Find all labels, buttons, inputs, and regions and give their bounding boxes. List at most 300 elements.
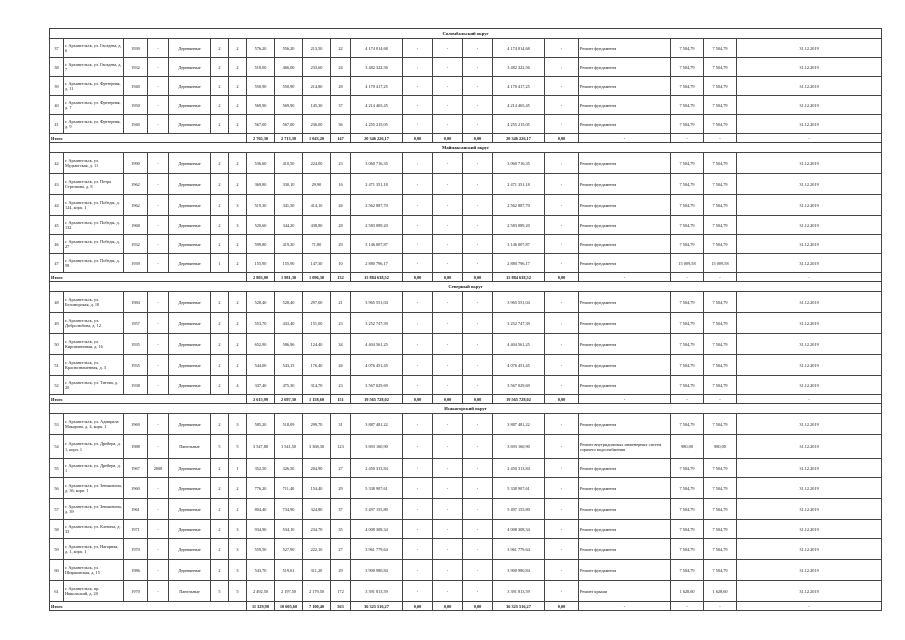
total-cost-cell: 2 583 089,20 <box>351 216 403 235</box>
nonliving-area-cell: 233,60 <box>303 58 331 77</box>
build-year-cell: 1961 <box>124 499 148 520</box>
unit-price-cell: 7 504,79 <box>671 414 704 435</box>
work-type-cell: Ремонт фундамента <box>579 292 671 313</box>
total-cost-cell: 5 497 155,80 <box>351 499 403 520</box>
fund-cost-cell: - <box>403 216 433 235</box>
wall-material-cell: Деревянные <box>169 355 211 376</box>
nonliving-area-cell: 438,80 <box>303 216 331 235</box>
deadline-cell: 31.12.2019 <box>737 292 882 313</box>
regional-cost-cell: - <box>433 376 463 395</box>
work-type-cell: Ремонт фундамента <box>579 96 671 115</box>
municipal-cost-cell: - <box>463 254 493 273</box>
wall-material-cell: Деревянные <box>169 235 211 254</box>
table-row <box>50 435 882 459</box>
wall-material-cell: Деревянные <box>169 254 211 273</box>
total-label: Итого <box>50 273 247 282</box>
residents-cell: 35 <box>331 520 351 539</box>
max-price-cell: 7 504,79 <box>704 334 737 355</box>
unit-price-cell: 980,00 <box>671 435 704 459</box>
wall-material-cell: Деревянные <box>169 96 211 115</box>
fund-cost-cell: - <box>403 235 433 254</box>
living-area-cell: 155,90 <box>275 254 303 273</box>
other-cost-cell: - <box>545 499 579 520</box>
wall-material-cell: Панельные <box>169 581 211 602</box>
wall-material-cell: Деревянные <box>169 39 211 58</box>
build-year-cell: 1962 <box>124 195 148 216</box>
row-number: 47 <box>50 254 64 273</box>
residents-cell: 29 <box>331 478 351 499</box>
unit-price-cell: 7 504,79 <box>671 115 704 134</box>
wall-material-cell: Деревянные <box>169 560 211 581</box>
municipal-cost-cell: - <box>463 376 493 395</box>
residents-cell: 29 <box>331 560 351 581</box>
build-year-cell: 1940 <box>124 115 148 134</box>
fund-cost-cell: - <box>403 560 433 581</box>
total-area-cell: 2 492,50 <box>247 581 275 602</box>
total-c2-cell: 0,00 <box>403 134 433 143</box>
municipal-cost-cell: - <box>463 39 493 58</box>
total-cost-cell: 4 170 417,25 <box>351 77 403 96</box>
unit-price-cell: 7 504,79 <box>671 195 704 216</box>
entrances-cell: 2 <box>229 58 247 77</box>
total-a2-cell: 2 713,30 <box>275 134 303 143</box>
regional-cost-cell: - <box>433 414 463 435</box>
living-area-cell: 2 197,50 <box>275 581 303 602</box>
entrances-cell: 3 <box>229 414 247 435</box>
owners-cost-cell: 4 214 465,45 <box>493 96 545 115</box>
municipal-cost-cell: - <box>463 58 493 77</box>
floors-cell: 2 <box>211 195 229 216</box>
total-a2-cell: 1 981,30 <box>275 273 303 282</box>
reconstruction-year-cell: - <box>148 478 169 499</box>
address-cell: г. Архангельск, ул. Нагорная, д. 1, корп. 1 <box>64 539 124 560</box>
total-c1-cell: 19 565 728,02 <box>351 395 403 404</box>
total-cost-cell: 3 391 813,59 <box>351 581 403 602</box>
table-row <box>50 39 882 58</box>
other-cost-cell: - <box>545 459 579 478</box>
work-type-cell: Ремонт фундамента <box>579 334 671 355</box>
nonliving-area-cell: 414,10 <box>303 195 331 216</box>
municipal-cost-cell: - <box>463 195 493 216</box>
fund-cost-cell: - <box>403 115 433 134</box>
address-cell: г. Архангельск, ул. Фрезерная, д. 7 <box>64 96 124 115</box>
unit-price-cell: 7 504,79 <box>671 313 704 334</box>
regional-cost-cell: - <box>433 355 463 376</box>
total-c6-cell: 0,00 <box>545 602 579 611</box>
municipal-cost-cell: - <box>463 581 493 602</box>
max-price-cell: 7 504,79 <box>704 459 737 478</box>
district-total-row <box>50 395 882 404</box>
total-c5-cell: 36 325 516,27 <box>493 602 545 611</box>
row-number: 43 <box>50 174 64 195</box>
living-area-cell: 1 541,50 <box>275 435 303 459</box>
nonliving-area-cell: 124,40 <box>303 334 331 355</box>
entrances-cell: 2 <box>229 292 247 313</box>
entrances-cell: 3 <box>229 539 247 560</box>
total-c5-cell: 15 884 638,52 <box>493 273 545 282</box>
municipal-cost-cell: - <box>463 499 493 520</box>
floors-cell: 2 <box>211 216 229 235</box>
table-row <box>50 292 882 313</box>
wall-material-cell: Деревянные <box>169 376 211 395</box>
total-c4-cell: 0,00 <box>463 273 493 282</box>
total-a1-cell: 11 329,90 <box>247 602 275 611</box>
floors-cell: 2 <box>211 153 229 174</box>
living-area-cell: 330,10 <box>275 174 303 195</box>
other-cost-cell: - <box>545 254 579 273</box>
total-cost-cell: 3 252 747,39 <box>351 313 403 334</box>
total-a1-cell: 2 803,00 <box>247 273 275 282</box>
regional-cost-cell: - <box>433 77 463 96</box>
total-a2-cell: 10 605,60 <box>275 602 303 611</box>
total-c4-cell: 0,00 <box>463 602 493 611</box>
unit-price-cell: 7 504,79 <box>671 478 704 499</box>
owners-cost-cell: 2 450 313,84 <box>493 459 545 478</box>
entrances-cell: 1 <box>229 459 247 478</box>
row-number: 54 <box>50 435 64 459</box>
total-empty-cell: - <box>579 273 671 282</box>
nonliving-area-cell: 299,70 <box>303 414 331 435</box>
entrances-cell: 2 <box>229 39 247 58</box>
floors-cell: 2 <box>211 77 229 96</box>
reconstruction-year-cell: - <box>148 560 169 581</box>
entrances-cell: 2 <box>229 174 247 195</box>
wall-material-cell: Деревянные <box>169 77 211 96</box>
table-row <box>50 58 882 77</box>
total-area-cell: 804,40 <box>247 499 275 520</box>
other-cost-cell: - <box>545 292 579 313</box>
max-price-cell: 1 628,60 <box>704 581 737 602</box>
floors-cell: 2 <box>211 115 229 134</box>
row-number: 40 <box>50 96 64 115</box>
max-price-cell: 7 504,79 <box>704 499 737 520</box>
living-area-cell: 586,96 <box>275 334 303 355</box>
build-year-cell: 1970 <box>124 539 148 560</box>
other-cost-cell: - <box>545 115 579 134</box>
other-cost-cell: - <box>545 39 579 58</box>
owners-cost-cell: 3 887 481,22 <box>493 414 545 435</box>
wall-material-cell: Деревянные <box>169 115 211 134</box>
living-area-cell: 419,20 <box>275 235 303 254</box>
fund-cost-cell: - <box>403 581 433 602</box>
total-empty-cell: - <box>671 602 704 611</box>
total-empty-cell: - <box>737 134 882 143</box>
wall-material-cell: Деревянные <box>169 478 211 499</box>
other-cost-cell: - <box>545 581 579 602</box>
total-c1-cell: 36 325 516,27 <box>351 602 403 611</box>
total-area-cell: 352,50 <box>247 459 275 478</box>
work-type-cell: Ремонт фундамента <box>579 39 671 58</box>
district-header-row <box>50 282 882 292</box>
owners-cost-cell: 3 146 007,87 <box>493 235 545 254</box>
address-cell: г. Архангельск, ул. Фрезерная, д. 9 <box>64 115 124 134</box>
floors-cell: 2 <box>211 96 229 115</box>
municipal-cost-cell: - <box>463 334 493 355</box>
living-area-cell: 518,09 <box>275 414 303 435</box>
unit-price-cell: 15 009,58 <box>671 254 704 273</box>
residents-cell: 21 <box>331 292 351 313</box>
deadline-cell: 31.12.2019 <box>737 499 882 520</box>
address-cell: г. Архангельск, ул. Ширшовская, д. 15 <box>64 560 124 581</box>
max-price-cell: 7 504,79 <box>704 560 737 581</box>
address-cell: г. Архангельск, ул. Победы, д. 27 <box>64 235 124 254</box>
owners-cost-cell: 3 961 779,64 <box>493 539 545 560</box>
fund-cost-cell: - <box>403 174 433 195</box>
row-number: 50 <box>50 334 64 355</box>
regional-cost-cell: - <box>433 39 463 58</box>
work-type-cell: Ремонт фундамента <box>579 313 671 334</box>
fund-cost-cell: - <box>403 153 433 174</box>
municipal-cost-cell: - <box>463 292 493 313</box>
total-area-cell: 567,00 <box>247 115 275 134</box>
living-area-cell: 326,50 <box>275 459 303 478</box>
nonliving-area-cell: 151,00 <box>303 313 331 334</box>
floors-cell: 2 <box>211 355 229 376</box>
residents-cell: 31 <box>331 414 351 435</box>
regional-cost-cell: - <box>433 58 463 77</box>
nonliving-area-cell: 204,90 <box>303 459 331 478</box>
living-area-cell: 711,40 <box>275 478 303 499</box>
build-year-cell: 1967 <box>124 459 148 478</box>
total-res-cell: 147 <box>331 134 351 143</box>
build-year-cell: 1984 <box>124 292 148 313</box>
total-cost-cell: 3 693 160,90 <box>351 435 403 459</box>
table-row <box>50 478 882 499</box>
fund-cost-cell: - <box>403 292 433 313</box>
reconstruction-year-cell: - <box>148 235 169 254</box>
total-cost-cell: 3 961 779,64 <box>351 539 403 560</box>
fund-cost-cell: - <box>403 195 433 216</box>
floors-cell: 2 <box>211 376 229 395</box>
unit-price-cell: 7 504,79 <box>671 153 704 174</box>
table-row <box>50 235 882 254</box>
total-c1-cell: 20 346 226,17 <box>351 134 403 143</box>
build-year-cell: 1938 <box>124 376 148 395</box>
address-cell: г. Архангельск, ул. Мудьюгская, д. 11 <box>64 153 124 174</box>
deadline-cell: 31.12.2019 <box>737 153 882 174</box>
build-year-cell: 1969 <box>124 414 148 435</box>
regional-cost-cell: - <box>433 499 463 520</box>
regional-cost-cell: - <box>433 539 463 560</box>
nonliving-area-cell: 145,30 <box>303 96 331 115</box>
municipal-cost-cell: - <box>463 435 493 459</box>
work-type-cell: Ремонт фундамента <box>579 115 671 134</box>
row-number: 59 <box>50 539 64 560</box>
address-cell: г. Архангельск, ул. Победы, д. 132 <box>64 216 124 235</box>
municipal-cost-cell: - <box>463 355 493 376</box>
residents-cell: 172 <box>331 581 351 602</box>
work-type-cell: Ремонт фундамента <box>579 235 671 254</box>
total-area-cell: 543,70 <box>247 560 275 581</box>
municipal-cost-cell: - <box>463 313 493 334</box>
table-row <box>50 174 882 195</box>
nonliving-area-cell: 214,80 <box>303 77 331 96</box>
total-empty-cell: - <box>579 395 671 404</box>
residents-cell: 22 <box>331 39 351 58</box>
max-price-cell: 7 504,79 <box>704 115 737 134</box>
work-type-cell: Ремонт фундамента <box>579 459 671 478</box>
total-c3-cell: 0,00 <box>433 134 463 143</box>
reconstruction-year-cell: - <box>148 115 169 134</box>
unit-price-cell: 7 504,79 <box>671 235 704 254</box>
nonliving-area-cell: 213,50 <box>303 39 331 58</box>
deadline-cell: 31.12.2019 <box>737 115 882 134</box>
owners-cost-cell: 2 880 796,17 <box>493 254 545 273</box>
max-price-cell: 7 504,79 <box>704 39 737 58</box>
work-type-cell: Ремонт фундамента <box>579 153 671 174</box>
address-cell: г. Архангельск, ул. Гвоздева, д. 6 <box>64 39 124 58</box>
build-year-cell: 1932 <box>124 235 148 254</box>
build-year-cell: 1939 <box>124 39 148 58</box>
residents-cell: 26 <box>331 355 351 376</box>
total-label: Итого <box>50 602 247 611</box>
entrances-cell: 5 <box>229 581 247 602</box>
address-cell: г. Архангельск, ул. Зеньковича, д. 39 <box>64 499 124 520</box>
address-cell: г. Архангельск, ул. Адмирала Макарова, д. 4, корп. 1 <box>64 414 124 435</box>
total-area-cell: 776,20 <box>247 478 275 499</box>
table-row <box>50 216 882 235</box>
regional-cost-cell: - <box>433 520 463 539</box>
reconstruction-year-cell: 2008 <box>148 459 169 478</box>
regional-cost-cell: - <box>433 560 463 581</box>
unit-price-cell: 7 504,79 <box>671 77 704 96</box>
residents-cell: 37 <box>331 96 351 115</box>
deadline-cell: 31.12.2019 <box>737 174 882 195</box>
total-empty-cell: - <box>704 273 737 282</box>
total-c2-cell: 0,00 <box>403 395 433 404</box>
address-cell: г. Архангельск, ул. Дрейера, д. 1 <box>64 459 124 478</box>
residents-cell: 24 <box>331 58 351 77</box>
living-area-cell: 534,10 <box>275 520 303 539</box>
deadline-cell: 31.12.2019 <box>737 39 882 58</box>
wall-material-cell: Деревянные <box>169 153 211 174</box>
total-empty-cell: - <box>704 134 737 143</box>
regional-cost-cell: - <box>433 254 463 273</box>
wall-material-cell: Деревянные <box>169 334 211 355</box>
municipal-cost-cell: - <box>463 115 493 134</box>
living-area-cell: 556,20 <box>275 39 303 58</box>
table-row <box>50 581 882 602</box>
max-price-cell: 7 504,79 <box>704 174 737 195</box>
entrances-cell: 2 <box>229 313 247 334</box>
district-title: Северный округ <box>50 282 882 292</box>
owners-cost-cell: 3 693 160,90 <box>493 435 545 459</box>
floors-cell: 1 <box>211 254 229 273</box>
district-title: Исакогорский округ <box>50 404 882 414</box>
other-cost-cell: - <box>545 216 579 235</box>
residents-cell: 123 <box>331 435 351 459</box>
work-type-cell: Ремонт фундамента <box>579 376 671 395</box>
table-row <box>50 520 882 539</box>
fund-cost-cell: - <box>403 58 433 77</box>
nonliving-area-cell: 222,10 <box>303 539 331 560</box>
owners-cost-cell: 4 255 215,05 <box>493 115 545 134</box>
fund-cost-cell: - <box>403 520 433 539</box>
total-label: Итого <box>50 395 247 404</box>
municipal-cost-cell: - <box>463 174 493 195</box>
total-empty-cell: - <box>671 134 704 143</box>
regional-cost-cell: - <box>433 313 463 334</box>
wall-material-cell: Деревянные <box>169 459 211 478</box>
entrances-cell: 2 <box>229 153 247 174</box>
fund-cost-cell: - <box>403 313 433 334</box>
work-type-cell: Ремонт крыши <box>579 581 671 602</box>
district-total-row <box>50 602 882 611</box>
municipal-cost-cell: - <box>463 459 493 478</box>
max-price-cell: 7 504,79 <box>704 376 737 395</box>
floors-cell: 2 <box>211 560 229 581</box>
deadline-cell: 31.12.2019 <box>737 77 882 96</box>
owners-cost-cell: 2 562 887,70 <box>493 195 545 216</box>
deadline-cell: 31.12.2019 <box>737 520 882 539</box>
residents-cell: 10 <box>331 254 351 273</box>
nonliving-area-cell: 3 368,30 <box>303 435 331 459</box>
total-a2-cell: 2 697,30 <box>275 395 303 404</box>
table-row <box>50 195 882 216</box>
build-year-cell: 1939 <box>124 254 148 273</box>
unit-price-cell: 1 628,60 <box>671 581 704 602</box>
row-number: 44 <box>50 195 64 216</box>
municipal-cost-cell: - <box>463 560 493 581</box>
unit-price-cell: 7 504,79 <box>671 334 704 355</box>
work-type-cell: Ремонт фундамента <box>579 414 671 435</box>
other-cost-cell: - <box>545 478 579 499</box>
wall-material-cell: Панельные <box>169 435 211 459</box>
living-area-cell: 475,30 <box>275 376 303 395</box>
row-number: 46 <box>50 235 64 254</box>
living-area-cell: 466,00 <box>275 58 303 77</box>
total-cost-cell: 3 060 716,35 <box>351 153 403 174</box>
owners-cost-cell: 3 965 551,04 <box>493 292 545 313</box>
owners-cost-cell: 4 404 561,25 <box>493 334 545 355</box>
build-year-cell: 1940 <box>124 77 148 96</box>
deadline-cell: 31.12.2019 <box>737 459 882 478</box>
total-a1-cell: 2 765,30 <box>247 134 275 143</box>
address-cell: г. Архангельск, ул. Титова, д. 20 <box>64 376 124 395</box>
floors-cell: 2 <box>211 459 229 478</box>
deadline-cell: 31.12.2019 <box>737 355 882 376</box>
fund-cost-cell: - <box>403 539 433 560</box>
floors-cell: 5 <box>211 581 229 602</box>
unit-price-cell: 7 504,79 <box>671 216 704 235</box>
work-type-cell: Ремонт фундамента <box>579 520 671 539</box>
work-type-cell: Ремонт фундамента <box>579 254 671 273</box>
address-cell: г. Архангельск, ул. Победы, д. 58 <box>64 254 124 273</box>
entrances-cell: 5 <box>229 435 247 459</box>
row-number: 38 <box>50 58 64 77</box>
living-area-cell: 543,15 <box>275 355 303 376</box>
deadline-cell: 31.12.2019 <box>737 235 882 254</box>
other-cost-cell: - <box>545 153 579 174</box>
floors-cell: 2 <box>211 235 229 254</box>
nonliving-area-cell: 324,80 <box>303 499 331 520</box>
other-cost-cell: - <box>545 313 579 334</box>
fund-cost-cell: - <box>403 334 433 355</box>
district-title: Маймаксанский округ <box>50 143 882 153</box>
other-cost-cell: - <box>545 334 579 355</box>
build-year-cell: 1988 <box>124 435 148 459</box>
work-type-cell: Ремонт фундамента <box>579 174 671 195</box>
table-row <box>50 560 882 581</box>
fund-cost-cell: - <box>403 39 433 58</box>
address-cell: г. Архангельск, ул. Клепача, д. 33 <box>64 520 124 539</box>
total-cost-cell: 2 880 796,17 <box>351 254 403 273</box>
total-cost-cell: 3 567 029,69 <box>351 376 403 395</box>
reconstruction-year-cell: - <box>148 313 169 334</box>
reconstruction-year-cell: - <box>148 520 169 539</box>
fund-cost-cell: - <box>403 414 433 435</box>
floors-cell: 5 <box>211 435 229 459</box>
